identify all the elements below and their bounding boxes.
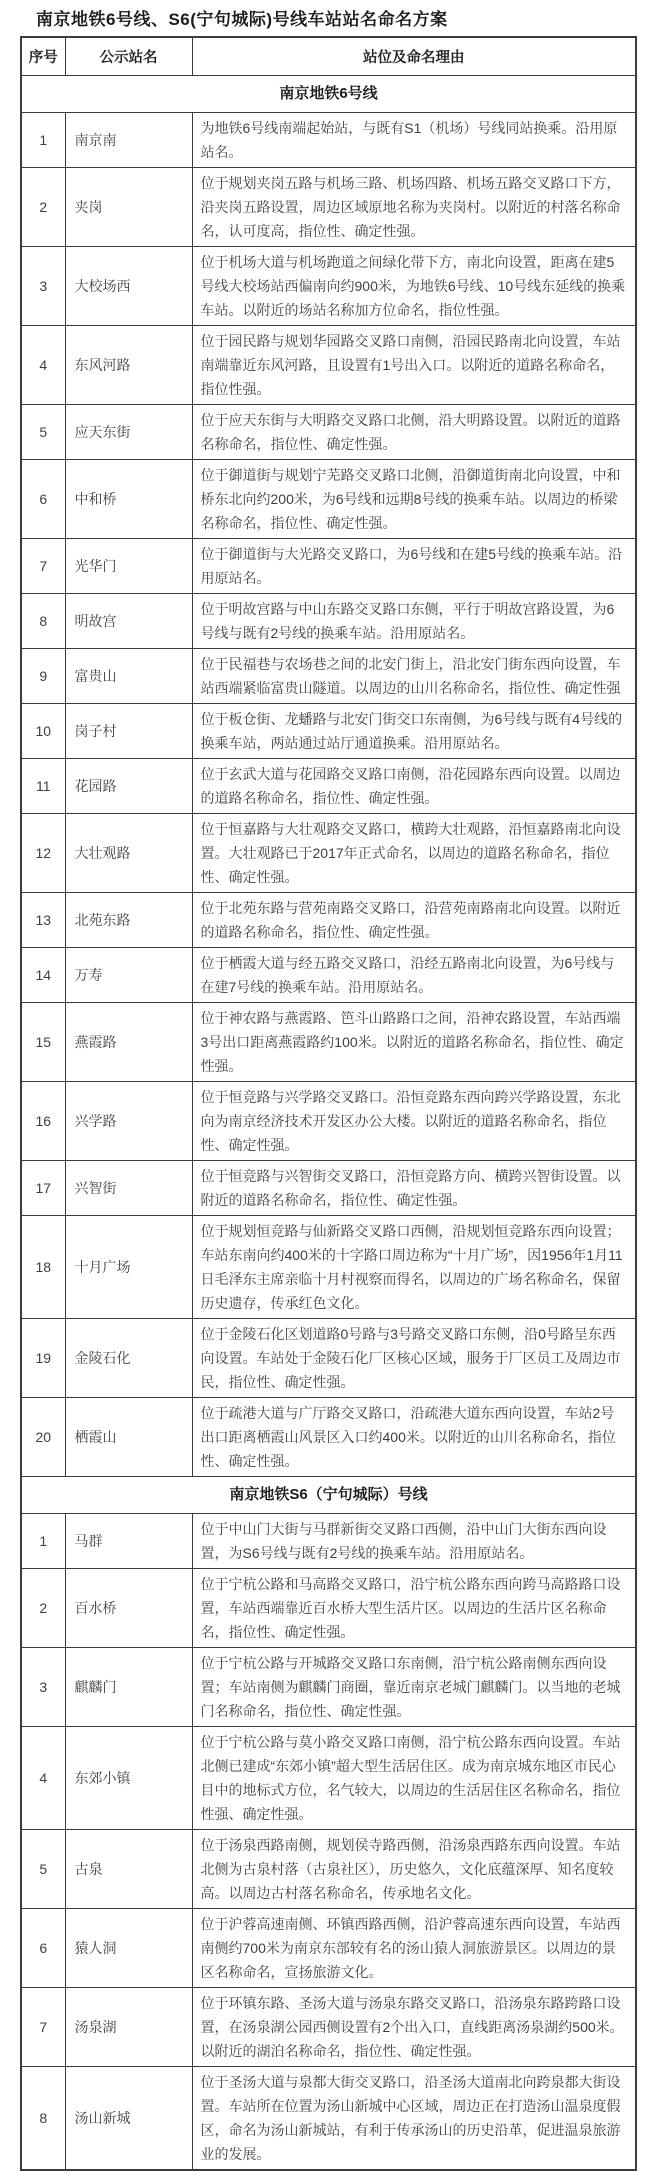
reason-cell: 位于明故宫路与中山东路交叉路口东侧，平行于明故宫路设置，为6号线与既有2号线的换乘车站。沿用原站名。 <box>192 594 636 649</box>
row-number-cell: 12 <box>21 814 65 893</box>
table-row <box>21 326 636 405</box>
station-name-cell: 万寿 <box>65 948 192 1003</box>
reason-cell: 位于疏港大道与广厅路交叉路口，沿疏港大道东西向设置，车站2号出口距离栖霞山风景区入口约400米。以附近的山川名称命名，指位性、确定性强。 <box>192 1398 636 1477</box>
station-name-cell: 中和桥 <box>65 460 192 539</box>
table-row <box>21 1569 636 1648</box>
table-row <box>21 1398 636 1477</box>
row-number-cell: 15 <box>21 1003 65 1082</box>
table-row <box>21 1514 636 1569</box>
reason-cell: 位于机场大道与机场跑道之间绿化带下方，南北向设置，距离在建5号线大校场站西偏南向约900米，为地铁6号线、10号线东延线的换乘车站。以附近的场站名称加方位命名，指位性强。 <box>192 247 636 326</box>
reason-cell: 位于民福巷与农场巷之间的北安门街上，沿北安门街东西向设置，车站西端紧临富贵山隧道。以周边的山川名称命名，指位性、确定性强 <box>192 649 636 704</box>
page-title: 南京地铁6号线、S6(宁句城际)号线车站站名命名方案 <box>36 10 448 29</box>
station-name-cell: 东风河路 <box>65 326 192 405</box>
row-number-cell: 13 <box>21 893 65 948</box>
row-number-cell: 19 <box>21 1319 65 1398</box>
station-name-cell: 燕霞路 <box>65 1003 192 1082</box>
reason-cell: 位于板仓街、龙蟠路与北安门街交口东南侧，为6号线与既有4号线的换乘车站，两站通过站厅通道换乘。沿用原站名。 <box>192 704 636 759</box>
station-name-cell: 马群 <box>65 1514 192 1569</box>
table-row <box>21 113 636 168</box>
table-row <box>21 1830 636 1909</box>
table-row <box>21 247 636 326</box>
reason-cell: 位于恒竞路与兴学路交叉路口。沿恒竞路东西向跨兴学路设置，东北向为南京经济技术开发区办公大楼。以附近的道路名称命名，指位性、确定性强。 <box>192 1082 636 1161</box>
table-row <box>21 1082 636 1161</box>
table-row <box>21 814 636 893</box>
reason-cell: 位于应天东街与大明路交叉路口北侧，沿大明路设置。以附近的道路名称命名，指位性、确定性强。 <box>192 405 636 460</box>
station-name-cell: 富贵山 <box>65 649 192 704</box>
row-number-cell: 2 <box>21 1569 65 1648</box>
row-number-cell: 2 <box>21 168 65 247</box>
station-name-cell: 花园路 <box>65 759 192 814</box>
station-name-cell: 金陵石化 <box>65 1319 192 1398</box>
table-row <box>21 948 636 1003</box>
station-name-cell: 大校场西 <box>65 247 192 326</box>
station-name-cell: 古泉 <box>65 1830 192 1909</box>
reason-cell: 位于宁杭公路与开城路交叉路口东南侧，沿宁杭公路南侧东西向设置；车站南侧为麒麟门商圈，靠近南京老城门麒麟门。以当地的老城门名称命名，指位性、确定性强。 <box>192 1648 636 1727</box>
row-number-cell: 9 <box>21 649 65 704</box>
reason-cell: 位于规划夹岗五路与机场三路、机场四路、机场五路交叉路口下方，沿夹岗五路设置，周边区域原地名称为夹岗村。以附近的村落名称命名，认可度高，指位性、确定性强。 <box>192 168 636 247</box>
reason-cell: 位于园民路与规划华园路交叉路口南侧，沿园民路南北向设置，车站南端靠近东风河路，且设置有1号出入口。以附近的道路名称命名，指位性强。 <box>192 326 636 405</box>
reason-cell: 位于恒竞路与兴智街交叉路口，沿恒竞路方向、横跨兴智街设置。以附近的道路名称命名，指位性、确定性强。 <box>192 1161 636 1216</box>
table-row <box>21 1319 636 1398</box>
table-row <box>21 1161 636 1216</box>
row-number-cell: 1 <box>21 113 65 168</box>
reason-cell: 位于环镇东路、圣汤大道与汤泉东路交叉路口，沿汤泉东路跨路口设置，在汤泉湖公园西侧设置有2个出入口，直线距离汤泉湖约500米。以附近的湖泊名称命名，指位性、确定性强。 <box>192 1988 636 2067</box>
header-no: 序号 <box>21 37 65 76</box>
row-number-cell: 1 <box>21 1514 65 1569</box>
row-number-cell: 6 <box>21 1909 65 1988</box>
station-name-cell: 东郊小镇 <box>65 1727 192 1830</box>
table-row <box>21 759 636 814</box>
reason-cell: 位于玄武大道与花园路交叉路口南侧，沿花园路东西向设置。以周边的道路名称命名，指位性、确定性强。 <box>192 759 636 814</box>
row-number-cell: 4 <box>21 326 65 405</box>
station-name-cell: 兴学路 <box>65 1082 192 1161</box>
table-row <box>21 1216 636 1319</box>
station-name-cell: 十月广场 <box>65 1216 192 1319</box>
row-number-cell: 16 <box>21 1082 65 1161</box>
table-row <box>21 1648 636 1727</box>
section-title: 南京地铁S6（宁句城际）号线 <box>21 1477 636 1514</box>
section-title: 南京地铁6号线 <box>21 76 636 113</box>
station-name-cell: 百水桥 <box>65 1569 192 1648</box>
reason-cell: 位于神农路与燕霞路、笆斗山路路口之间，沿神农路设置，车站西端3号出口距离燕霞路约100米。以附近的道路名称命名，指位性、确定性强。 <box>192 1003 636 1082</box>
reason-cell: 位于圣汤大道与泉都大街交叉路口，沿圣汤大道南北向跨泉都大街设置。车站所在位置为汤山新城中心区域，周边正在打造汤山温泉度假区，命名为汤山新城站，有利于传承汤山的历史沿革，促进温泉旅游业的发展。 <box>192 2067 636 2171</box>
row-number-cell: 4 <box>21 1727 65 1830</box>
reason-cell: 位于汤泉西路南侧，规划侯寺路西侧，沿汤泉西路东西向设置。车站北侧为古泉村落（古泉社区），历史悠久，文化底蕴深厚、知名度较高。以周边古村落名称命名，传承地名文化。 <box>192 1830 636 1909</box>
station-name-cell: 麒麟门 <box>65 1648 192 1727</box>
row-number-cell: 7 <box>21 1988 65 2067</box>
header-reason: 站位及命名理由 <box>192 37 636 76</box>
header-station-name: 公示站名 <box>65 37 192 76</box>
reason-cell: 位于恒嘉路与大壮观路交叉路口，横跨大壮观路，沿恒嘉路南北向设置。大壮观路已于2017年正式命名，以周边的道路名称命名，指位性、确定性强。 <box>192 814 636 893</box>
station-name-cell: 北苑东路 <box>65 893 192 948</box>
station-naming-table <box>20 36 637 2171</box>
section-header-row <box>21 1477 636 1514</box>
station-name-cell: 猿人洞 <box>65 1909 192 1988</box>
row-number-cell: 5 <box>21 405 65 460</box>
table-row <box>21 1988 636 2067</box>
reason-cell: 位于沪蓉高速南侧、环镇西路西侧，沿沪蓉高速东西向设置，车站西南侧约700米为南京东部较有名的汤山猿人洞旅游景区。以周边的景区名称命名，宣扬旅游文化。 <box>192 1909 636 1988</box>
reason-cell: 位于中山门大街与马群新街交叉路口西侧，沿中山门大街东西向设置，为S6号线与既有2号线的换乘车站。沿用原站名。 <box>192 1514 636 1569</box>
table-body <box>21 76 636 2171</box>
reason-cell: 位于宁杭公路和马高路交叉路口，沿宁杭公路东西向跨马高路路口设置，车站西端靠近百水桥大型生活片区。以周边的生活片区名称命名，指位性、确定性强。 <box>192 1569 636 1648</box>
row-number-cell: 5 <box>21 1830 65 1909</box>
row-number-cell: 20 <box>21 1398 65 1477</box>
table-row <box>21 704 636 759</box>
reason-cell: 位于金陵石化区划道路0号路与3号路交叉路口东侧，沿0号路呈东西向设置。车站处于金陵石化厂区核心区域，服务于厂区员工及周边市民，指位性、确定性强。 <box>192 1319 636 1398</box>
row-number-cell: 14 <box>21 948 65 1003</box>
station-name-cell: 栖霞山 <box>65 1398 192 1477</box>
row-number-cell: 17 <box>21 1161 65 1216</box>
station-name-cell: 汤泉湖 <box>65 1988 192 2067</box>
row-number-cell: 18 <box>21 1216 65 1319</box>
row-number-cell: 6 <box>21 460 65 539</box>
station-name-cell: 岗子村 <box>65 704 192 759</box>
reason-cell: 位于北苑东路与营苑南路交叉路口，沿营苑南路南北向设置。以附近的道路名称命名，指位性、确定性强。 <box>192 893 636 948</box>
reason-cell: 为地铁6号线南端起始站，与既有S1（机场）号线同站换乘。沿用原站名。 <box>192 113 636 168</box>
reason-cell: 位于御道街与大光路交叉路口，为6号线和在建5号线的换乘车站。沿用原站名。 <box>192 539 636 594</box>
row-number-cell: 3 <box>21 247 65 326</box>
table-row <box>21 1727 636 1830</box>
station-name-cell: 汤山新城 <box>65 2067 192 2171</box>
station-name-cell: 大壮观路 <box>65 814 192 893</box>
table-row <box>21 539 636 594</box>
station-name-cell: 南京南 <box>65 113 192 168</box>
row-number-cell: 8 <box>21 2067 65 2171</box>
table-row <box>21 405 636 460</box>
table-row <box>21 893 636 948</box>
table-row <box>21 2067 636 2171</box>
table-row <box>21 168 636 247</box>
row-number-cell: 8 <box>21 594 65 649</box>
station-name-cell: 明故宫 <box>65 594 192 649</box>
table-row <box>21 1909 636 1988</box>
reason-cell: 位于栖霞大道与经五路交叉路口，沿经五路南北向设置，为6号线与在建7号线的换乘车站。沿用原站名。 <box>192 948 636 1003</box>
table-row <box>21 649 636 704</box>
reason-cell: 位于御道街与规划宁芜路交叉路口北侧，沿御道街南北向设置，中和桥东北向约200米，为6号线和远期8号线的换乘车站。以周边的桥梁名称命名，指位性、确定性强。 <box>192 460 636 539</box>
station-name-cell: 应天东街 <box>65 405 192 460</box>
header-row <box>21 37 636 76</box>
reason-cell: 位于宁杭公路与莫小路交叉路口南侧，沿宁杭公路东西向设置。车站北侧已建成“东郊小镇”超大型生活居住区。成为南京城东地区市民心目中的地标式方位，名气较大，以周边的生活居住区名称命名，指位性强、确定性强。 <box>192 1727 636 1830</box>
table-row <box>21 1003 636 1082</box>
row-number-cell: 3 <box>21 1648 65 1727</box>
section-header-row <box>21 76 636 113</box>
station-name-cell: 兴智街 <box>65 1161 192 1216</box>
table-row <box>21 594 636 649</box>
table-row <box>21 460 636 539</box>
station-name-cell: 光华门 <box>65 539 192 594</box>
row-number-cell: 7 <box>21 539 65 594</box>
reason-cell: 位于规划恒竞路与仙新路交叉路口西侧，沿规划恒竞路东西向设置；车站东南向约400米的十字路口周边称为“十月广场”，因1956年1月11日毛泽东主席亲临十月村视察而得名，以周边的广场名称命名，保留历史遗存，传承红色文化。 <box>192 1216 636 1319</box>
station-name-cell: 夹岗 <box>65 168 192 247</box>
row-number-cell: 10 <box>21 704 65 759</box>
row-number-cell: 11 <box>21 759 65 814</box>
